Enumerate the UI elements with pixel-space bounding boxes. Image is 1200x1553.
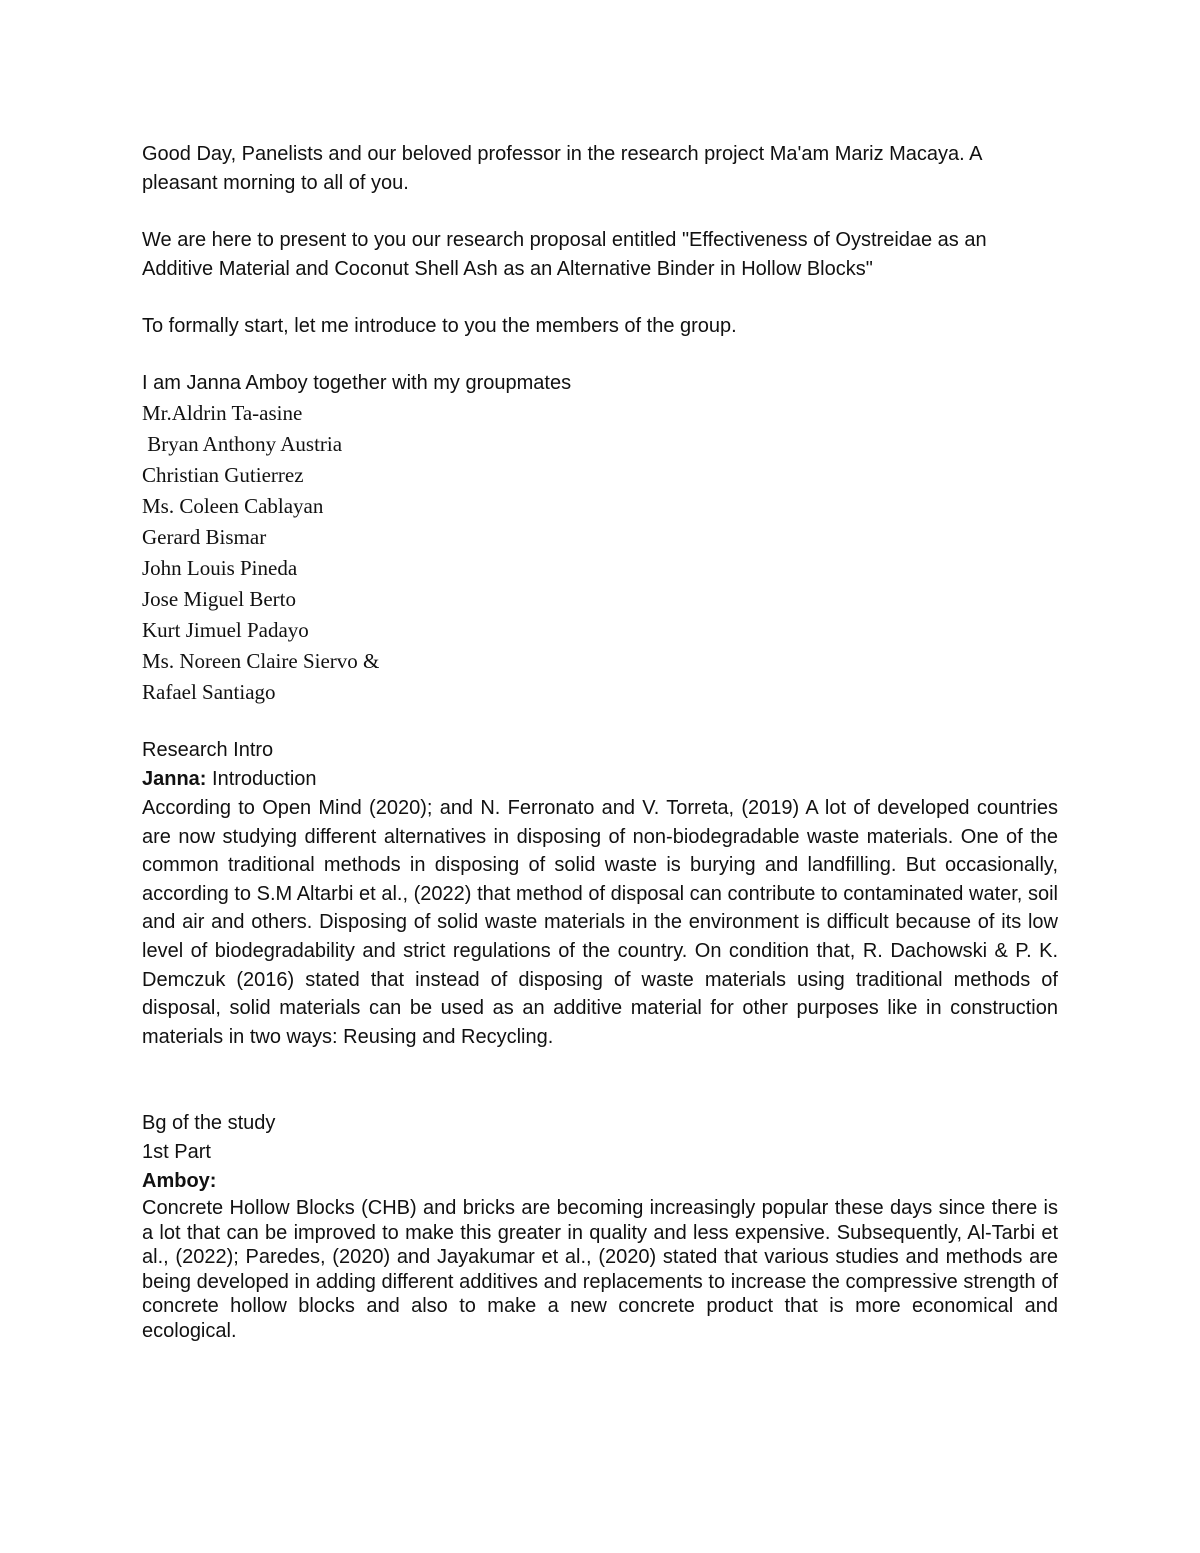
speaker-topic: Introduction — [206, 768, 317, 790]
speaker-name: Amboy: — [142, 1170, 217, 1193]
member-item: John Louis Pineda — [142, 556, 298, 580]
member-item: Bryan Anthony Austria — [142, 432, 343, 456]
research-intro-speaker-line — [142, 765, 1058, 794]
document-body — [142, 140, 1058, 1343]
background-part: 1st Part — [142, 1141, 211, 1164]
member-item: Christian Gutierrez — [142, 463, 304, 487]
member-item: Rafael Santiago — [142, 680, 276, 704]
research-intro-paragraph: According to Open Mind (2020); and N. Ferronato and V. Torreta, (2019) A lot of developed countries are now studying different alternatives in disposing of non-biodegradable waste materials. One of the common traditional methods in disposing of solid waste is burying and landfilling. But occasionally, according to S.M Altarbi et al., (2022) that method of disposal can contribute to contaminated water, soil and air and others. Disposing of solid waste materials in the environment is difficult because of its low level of biodegradability and strict regulations of the country. On condition that, R. Dachowski & P. K. Demczuk (2016) stated that instead of disposing of waste materials using traditional methods of disposal, solid materials can be used as an additive material for other purposes like in construction materials in two ways: Reusing and Recycling. — [142, 797, 1058, 1048]
background-speaker — [142, 1167, 1058, 1196]
member-item: Kurt Jimuel Padayo — [142, 618, 309, 642]
member-item: Ms. Noreen Claire Siervo & — [142, 649, 380, 673]
member-item: Jose Miguel Berto — [142, 587, 296, 611]
background-paragraph: Concrete Hollow Blocks (CHB) and bricks are becoming increasingly popular these days since there is a lot that can be improved to make this greater in quality and less expensive. Subsequently, Al-Tarbi et al., (2022); Paredes, (2020) and Jayakumar et al., (2020) stated that various studies and methods are being developed in adding different additives and replacements to increase the compressive strength of concrete hollow blocks and also to make a new concrete product that is more economical and ecological. — [142, 1197, 1058, 1342]
research-intro-heading: Research Intro — [142, 739, 274, 761]
member-item: Ms. Coleen Cablayan — [142, 494, 324, 518]
greeting-paragraph: Good Day, Panelists and our beloved professor in the research project Ma'am Mariz Macaya. A pleasant morning to all of you. — [142, 143, 982, 194]
member-list — [142, 398, 1058, 708]
member-item: Gerard Bismar — [142, 525, 267, 549]
speaker-name: Janna: — [142, 768, 207, 790]
background-heading: Bg of the study — [142, 1112, 276, 1135]
intro-line: I am Janna Amboy together with my groupmates — [142, 372, 572, 394]
start-paragraph: To formally start, let me introduce to you the members of the group. — [142, 315, 737, 337]
proposal-paragraph: We are here to present to you our research proposal entitled "Effectiveness of Oystreidae as an Additive Material and Coconut Shell Ash as an Alternative Binder in Hollow Blocks" — [142, 229, 987, 280]
member-item: Mr.Aldrin Ta-asine — [142, 401, 303, 425]
